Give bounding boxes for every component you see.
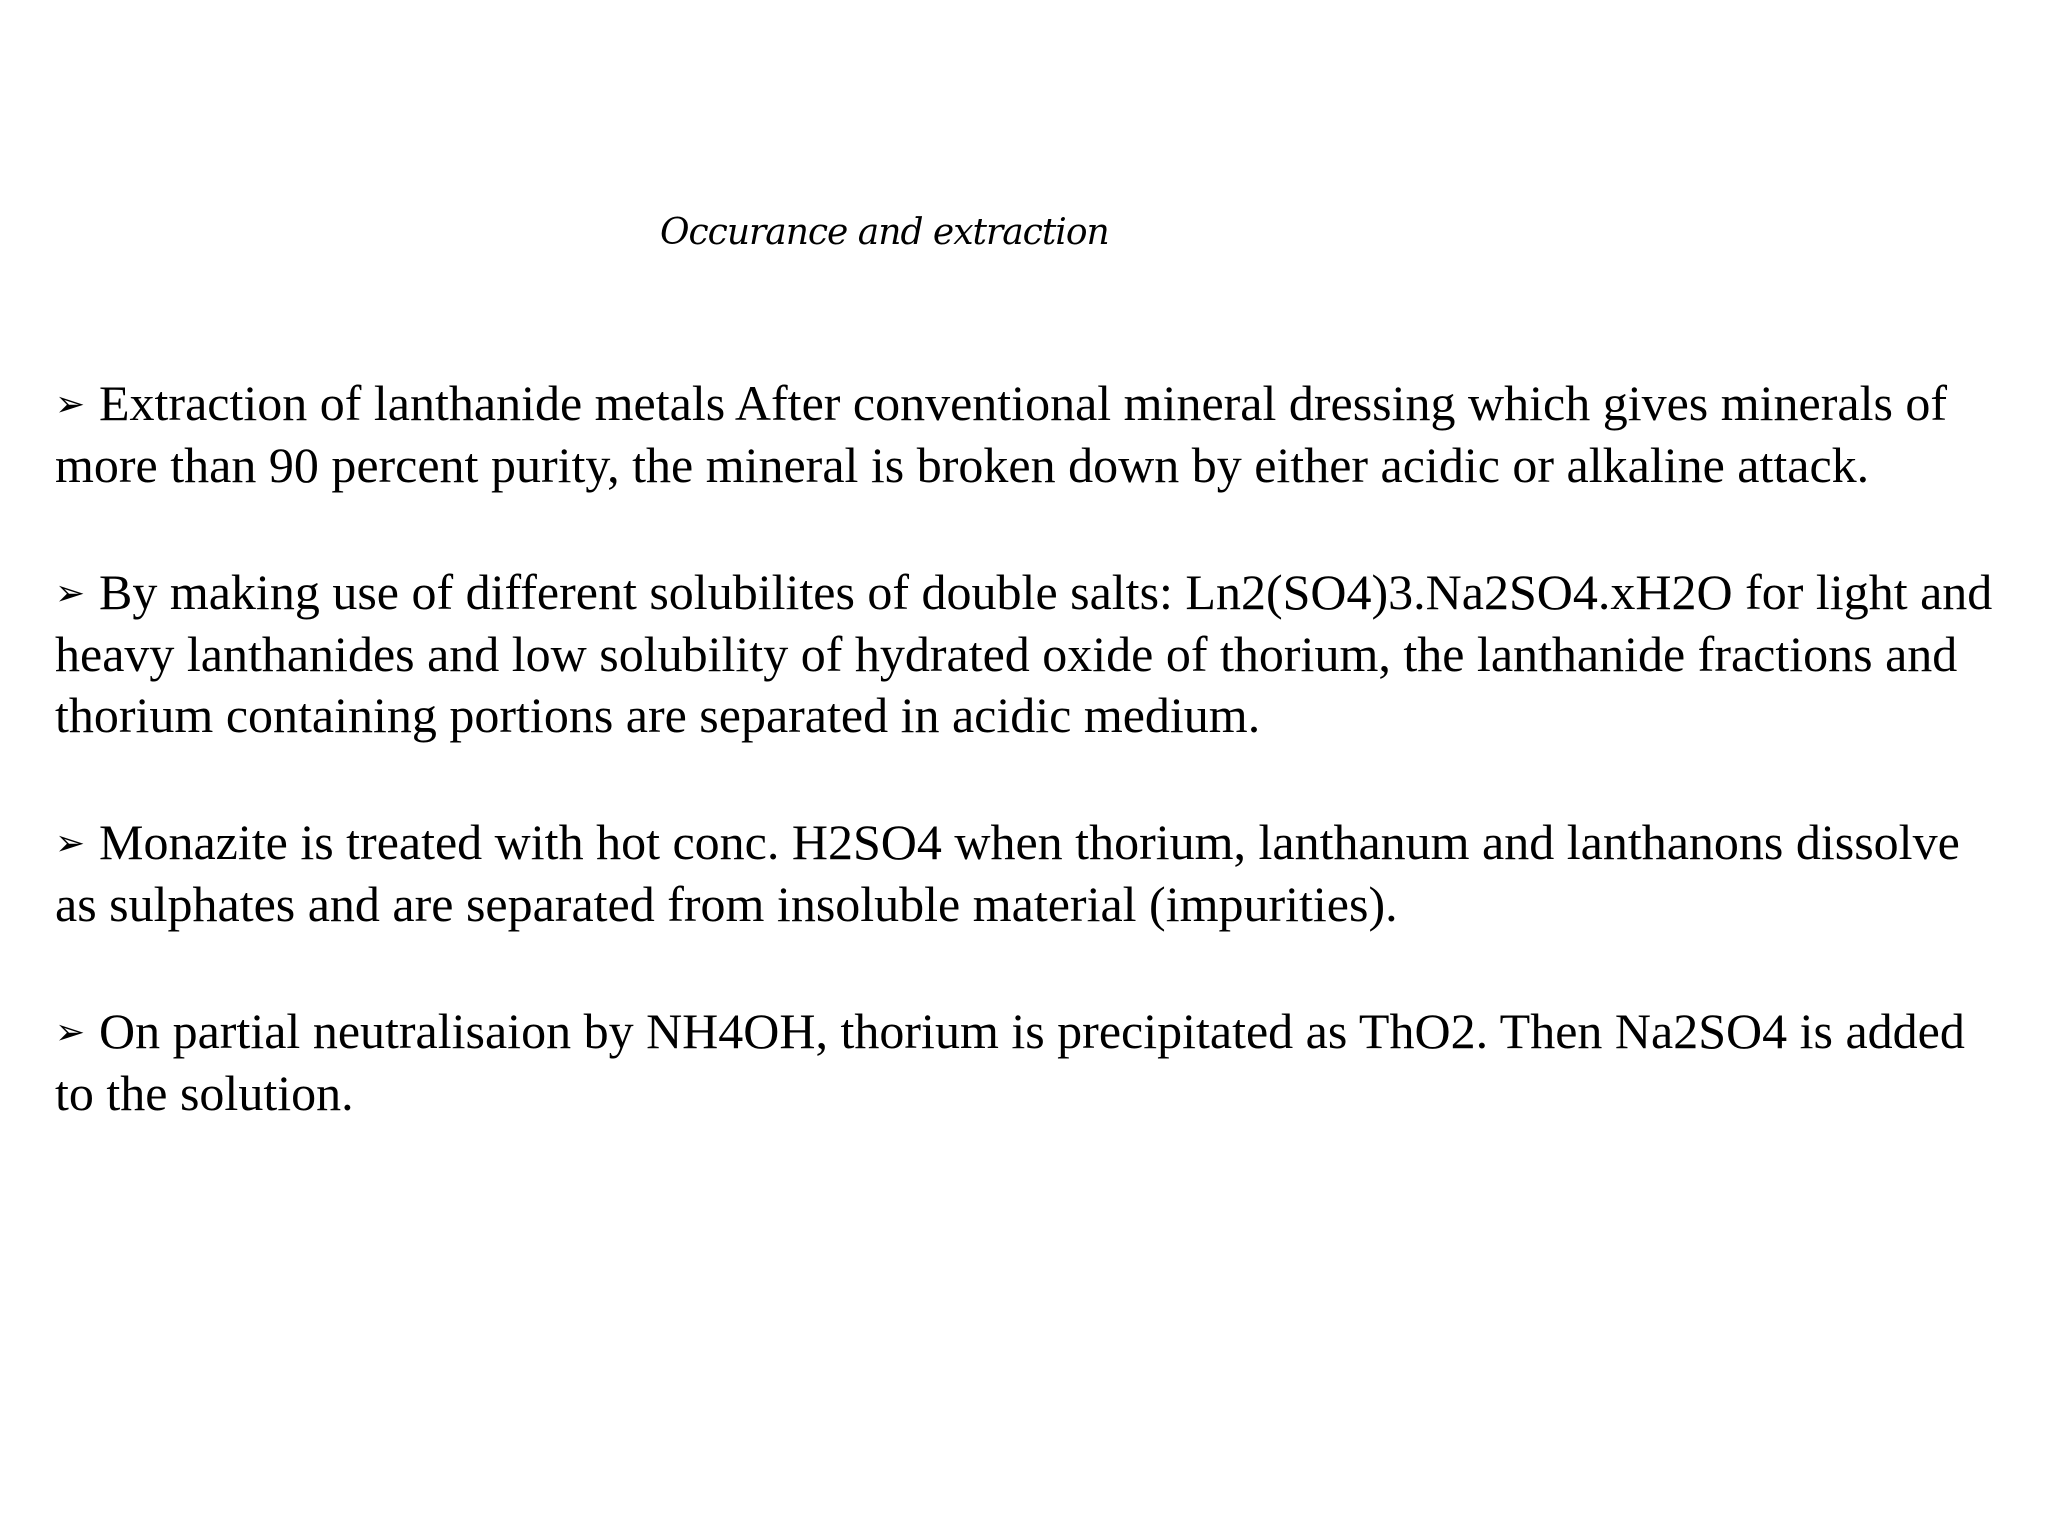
- bullet-item-monazite: [55, 812, 2000, 935]
- bullet-text: By making use of different solubilites of double salts: Ln2(SO4)3.Na2SO4.xH2O for light and heavy lanthanides and low solubility of hydrated oxide of thorium, the lanthanide fractions and thorium containing portions are separated in acidic medium.: [55, 564, 1993, 743]
- bullet-item-extraction: [55, 373, 2000, 496]
- arrow-bullet-icon: ➢: [55, 384, 86, 425]
- arrow-bullet-icon: ➢: [55, 823, 86, 864]
- bullet-text: Monazite is treated with hot conc. H2SO4 when thorium, lanthanum and lanthanons dissolve as sulphates and are separated from insoluble material (impurities).: [55, 814, 1960, 932]
- bullet-item-neutralisation: [55, 1001, 2000, 1124]
- bullet-item-double-salts: [55, 562, 2000, 746]
- slide-title: Occurance and extraction: [660, 212, 1109, 253]
- bullet-text: On partial neutralisaion by NH4OH, thorium is precipitated as ThO2. Then Na2SO4 is added to the solution.: [55, 1003, 1965, 1121]
- bullet-text: Extraction of lanthanide metals After conventional mineral dressing which gives minerals of more than 90 percent purity, the mineral is broken down by either acidic or alkaline attack.: [55, 375, 1948, 493]
- arrow-bullet-icon: ➢: [55, 1012, 86, 1053]
- arrow-bullet-icon: ➢: [55, 573, 86, 614]
- bullet-list: [55, 373, 2000, 1190]
